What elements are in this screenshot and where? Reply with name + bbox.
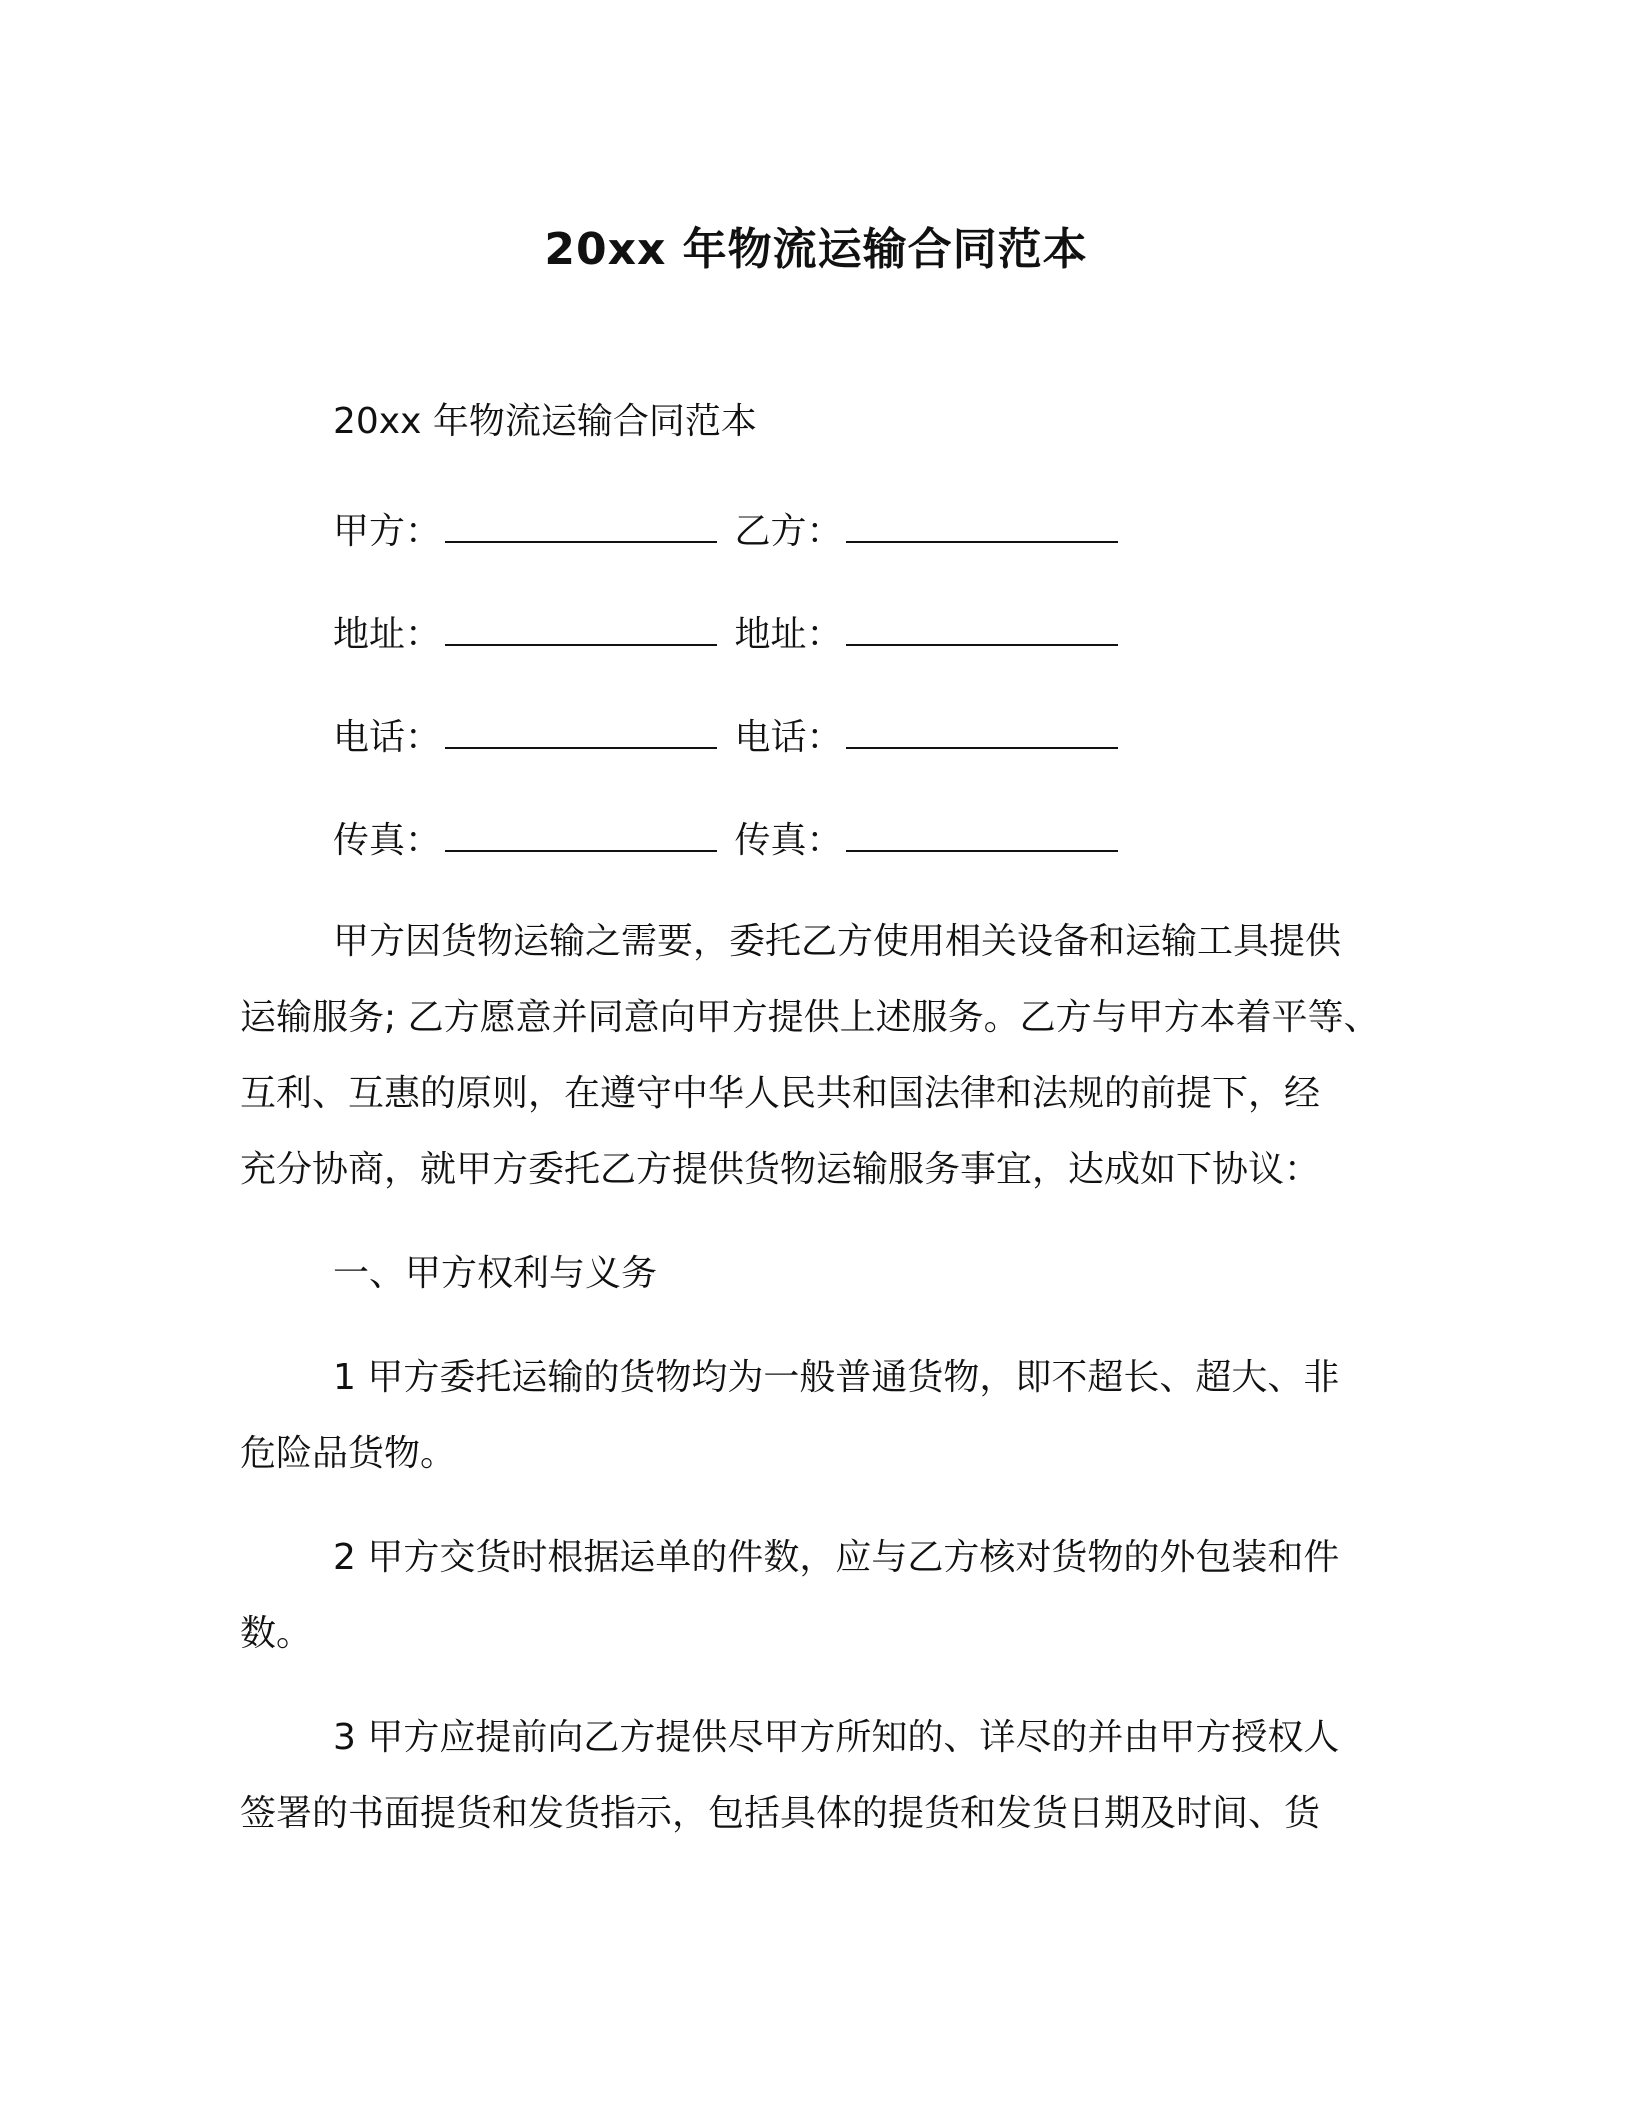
clause-3-line: 3 甲方应提前向乙方提供尽甲方所知的、详尽的并由甲方授权人 <box>333 1717 1340 1758</box>
intro-line: 甲方因货物运输之需要，委托乙方使用相关设备和运输工具提供 <box>333 921 1342 962</box>
clause-2-line: 2 甲方交货时根据运单的件数，应与乙方核对货物的外包装和件 <box>333 1537 1340 1578</box>
party-b-address-field <box>734 611 1118 659</box>
party-b-phone-field <box>734 714 1118 762</box>
party-b-phone-blank <box>846 717 1118 749</box>
party-a-address-label: 地址： <box>333 614 442 655</box>
party-a-blank <box>445 511 717 543</box>
document-title: 20xx 年物流运输合同范本 <box>544 224 1088 275</box>
clause-3-line: 签署的书面提货和发货指示，包括具体的提货和发货日期及时间、货 <box>240 1793 1321 1834</box>
party-b-fax-blank <box>846 820 1118 852</box>
party-b-blank <box>846 511 1118 543</box>
party-row-fax <box>333 817 1118 865</box>
party-row-phone <box>333 714 1118 762</box>
party-a-address-blank <box>445 614 717 646</box>
party-a-label: 甲方： <box>333 511 442 552</box>
section-heading: 一、甲方权利与义务 <box>333 1253 658 1294</box>
party-b-address-blank <box>846 614 1118 646</box>
party-a-phone-label: 电话： <box>333 717 442 758</box>
party-a-phone-field <box>333 714 717 762</box>
party-b-fax-field <box>734 817 1118 865</box>
party-row-address <box>333 611 1118 659</box>
party-a-fax-field <box>333 817 717 865</box>
party-a-fax-blank <box>445 820 717 852</box>
clause-1-line: 危险品货物。 <box>240 1433 457 1474</box>
party-b-address-label: 地址： <box>734 614 843 655</box>
intro-line: 充分协商，就甲方委托乙方提供货物运输服务事宜，达成如下协议： <box>240 1149 1321 1190</box>
party-b-phone-label: 电话： <box>734 717 843 758</box>
clause-2-line: 数。 <box>240 1613 313 1654</box>
intro-line: 运输服务; 乙方愿意并同意向甲方提供上述服务。乙方与甲方本着平等、 <box>240 997 1380 1038</box>
clause-1-line: 1 甲方委托运输的货物均为一般普通货物，即不超长、超大、非 <box>333 1357 1340 1398</box>
party-b-fax-label: 传真： <box>734 820 843 861</box>
intro-line: 互利、互惠的原则，在遵守中华人民共和国法律和法规的前提下，经 <box>240 1073 1321 1114</box>
party-a-fax-label: 传真： <box>333 820 442 861</box>
party-a-address-field <box>333 611 717 659</box>
document-subtitle: 20xx 年物流运输合同范本 <box>333 401 757 442</box>
party-b-field <box>734 508 1118 556</box>
party-row-party <box>333 508 1118 556</box>
party-b-label: 乙方： <box>734 511 843 552</box>
party-a-phone-blank <box>445 717 717 749</box>
party-a-field <box>333 508 717 556</box>
